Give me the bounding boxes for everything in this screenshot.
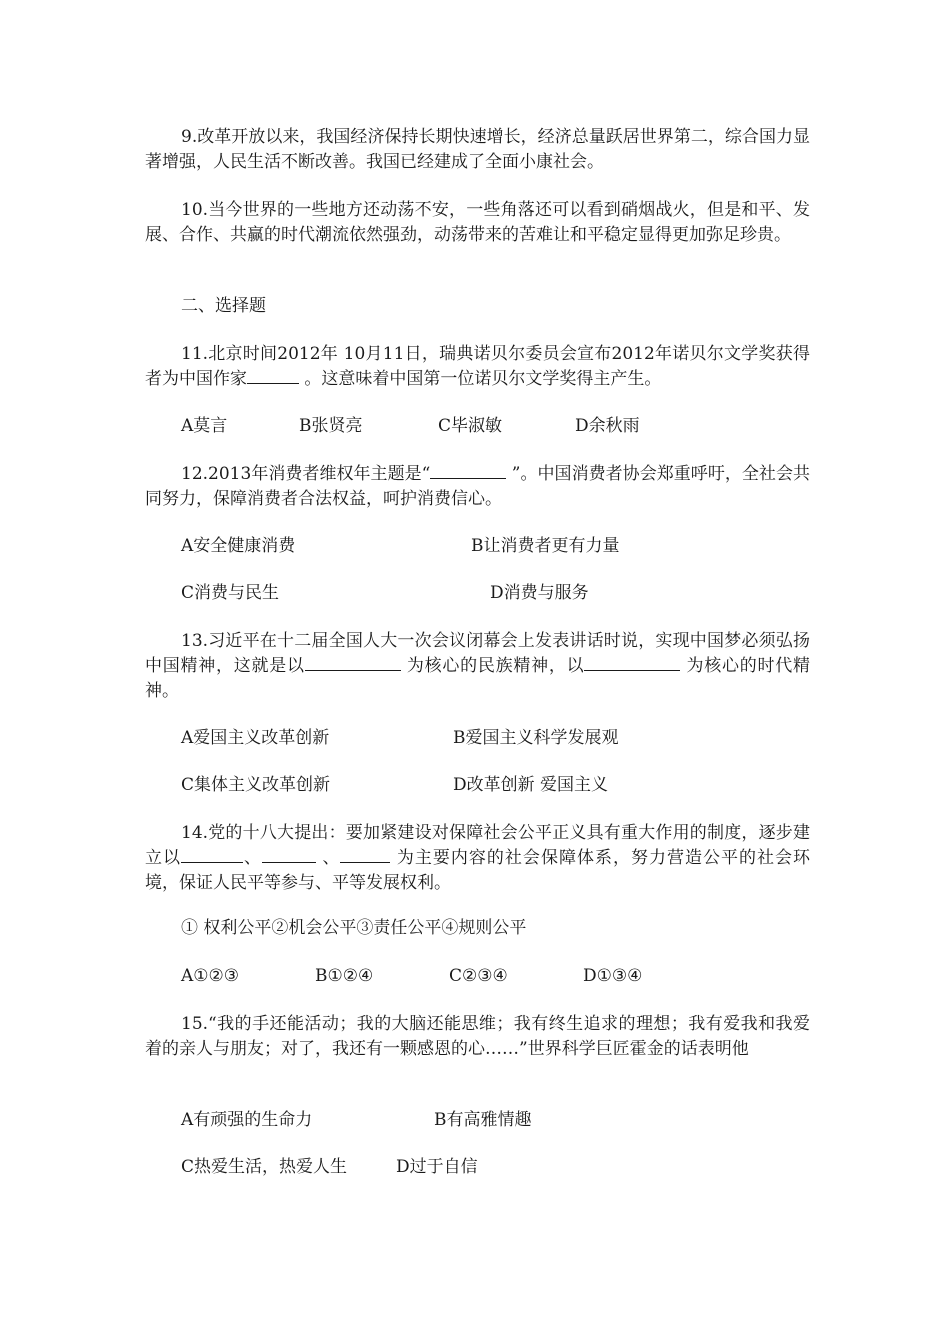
q11-option-c: C毕淑敏 <box>438 416 503 436</box>
separator: 、 <box>322 848 341 868</box>
question-14 <box>145 821 810 896</box>
question-13 <box>145 629 810 704</box>
answer-blank <box>340 846 390 863</box>
q14-option-a: A①②③ <box>181 966 239 986</box>
answer-blank <box>181 846 243 863</box>
question-11-stem: 11.北京时间2012年 10月11日，瑞典诺贝尔委员会宣布2012年诺贝尔文学奖获得者为中国作家 <box>145 344 810 389</box>
section-heading-choice: 二、选择题 <box>181 296 266 316</box>
question-13-stem-mid: 为核心的民族精神，以 <box>406 656 585 676</box>
q14-statement-items: ① 权利公平②机会公平③责任公平④规则公平 <box>181 918 527 938</box>
q13-option-a: A爱国主义改革创新 <box>181 728 330 748</box>
q13-option-c: C集体主义改革创新 <box>181 775 331 795</box>
question-12-stem-end: ”。中国消费者协会郑重呼吁，全社会共同努力，保障消费者合法权益，呵护消费信心。 <box>145 464 810 509</box>
q15-option-a: A有顽强的生命力 <box>181 1110 313 1130</box>
question-15: 15.“我的手还能活动；我的大脑还能思维；我有终生追求的理想；我有爱我和我爱着的亲人与朋友；对了，我还有一颗感恩的心……”世界科学巨匠霍金的话表明他 <box>145 1014 810 1059</box>
q15-option-b: B有高雅情趣 <box>434 1110 532 1130</box>
answer-blank <box>305 654 401 671</box>
question-12-stem: 12.2013年消费者维权年主题是“ <box>181 464 431 484</box>
q13-option-d: D改革创新 爱国主义 <box>453 775 609 795</box>
question-14-stem: 14.党的十八大提出：要加紧建设对保障社会公平正义具有重大作用的制度，逐步建立以 <box>145 823 810 868</box>
answer-blank <box>262 846 316 863</box>
question-10: 10.当今世界的一些地方还动荡不安，一些角落还可以看到硝烟战火，但是和平、发展、合作、共赢的时代潮流依然强劲，动荡带来的苦难让和平稳定显得更加弥足珍贵。 <box>145 200 810 245</box>
q14-option-c: C②③④ <box>449 966 508 986</box>
question-14-stem-end: 为主要内容的社会保障体系，努力营造公平的社会环境，保证人民平等参与、平等发展权利。 <box>145 848 811 893</box>
question-12 <box>145 462 810 512</box>
question-11-stem-end: 。这意味着中国第一位诺贝尔文学奖得主产生。 <box>304 369 662 389</box>
q11-option-d: D余秋雨 <box>575 416 640 436</box>
q13-option-b: B爱国主义科学发展观 <box>453 728 619 748</box>
q12-option-b: B让消费者更有力量 <box>471 536 620 556</box>
question-9: 9.改革开放以来，我国经济保持长期快速增长，经济总量跃居世界第二，综合国力显著增强，人民生活不断改善。我国已经建成了全面小康社会。 <box>145 127 810 172</box>
q15-option-d: D过于自信 <box>396 1157 478 1177</box>
q12-option-d: D消费与服务 <box>490 583 589 603</box>
question-13-stem: 13.习近平在十二届全国人大一次会议闭幕会上发表讲话时说，实现中国梦必须弘扬中国精神，这就是以 <box>145 631 810 676</box>
q15-option-c: C热爱生活，热爱人生 <box>181 1157 348 1177</box>
q14-option-b: B①②④ <box>315 966 374 986</box>
answer-blank <box>584 654 680 671</box>
q11-option-a: A莫言 <box>181 416 228 436</box>
question-11 <box>145 342 810 392</box>
q14-option-d: D①③④ <box>583 966 643 986</box>
q11-option-b: B张贤亮 <box>299 416 363 436</box>
answer-blank <box>430 462 506 479</box>
separator: 、 <box>243 848 263 868</box>
answer-blank <box>247 367 299 384</box>
question-13-stem-end: 为核心的时代精神。 <box>145 656 811 701</box>
q12-option-a: A安全健康消费 <box>181 536 296 556</box>
q12-option-c: C消费与民生 <box>181 583 280 603</box>
